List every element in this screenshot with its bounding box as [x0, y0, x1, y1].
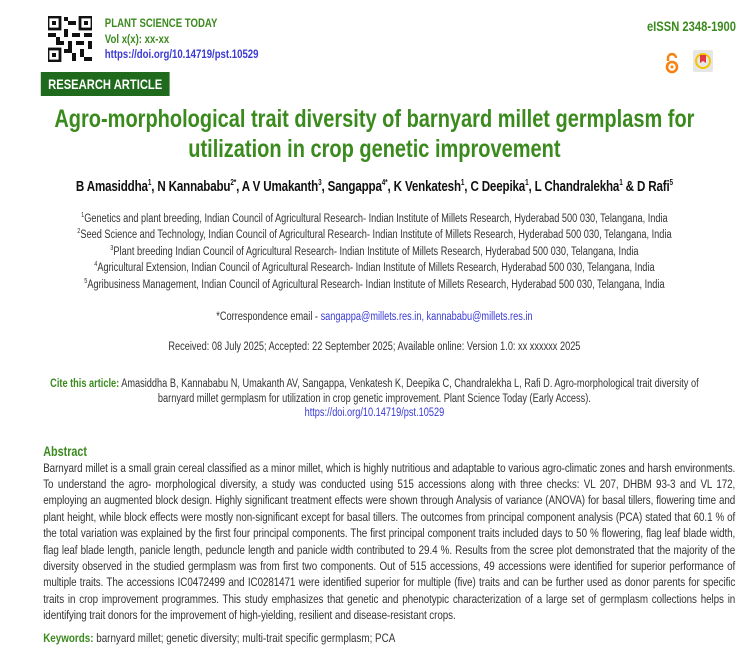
issn: eISSN 2348-1900: [646, 18, 736, 34]
author-affiliation-marker: 1: [525, 178, 529, 188]
affiliation-number: 2: [77, 228, 81, 236]
author-affiliation-marker: 1: [460, 178, 465, 188]
affiliation-number: 3: [110, 244, 114, 252]
correspondence-label: *Correspondence email -: [216, 311, 321, 324]
affiliation: [0, 211, 749, 227]
keywords-label: Keywords:: [43, 630, 94, 645]
author-affiliation-marker: 3: [318, 178, 322, 188]
author: D Rafi: [636, 179, 670, 195]
affiliation: [0, 277, 749, 293]
keywords-text: barnyard millet; genetic diversity; multi-trait specific germplasm; PCA: [93, 630, 396, 645]
affiliation-text: Agribusiness Management, Indian Council of Agricultural Research- Indian Institute of Millets Research, Hyderabad 500 030, Telangana, India: [87, 278, 665, 291]
author-affiliation-marker: 1: [619, 178, 623, 188]
affiliation: [0, 227, 749, 243]
author: A V Umakanth: [241, 179, 319, 195]
doi-link[interactable]: https://doi.org/10.14719/pst.10529: [104, 47, 259, 61]
author: N Kannababu: [157, 179, 231, 195]
cite-doi-link[interactable]: https://doi.org/10.14719/pst.10529: [304, 407, 445, 420]
authors: B Amasiddha$^1$, N Kannababu$^{2*}$, A V Umakanth$^3$, Sangappa$^{4*}$, K Venkatesh$^1$, C Deepika$^1$, L Chandralekha$^1$ & D Rafi$^5$: [75, 178, 673, 195]
journal-name: PLANT SCIENCE TODAY: [104, 16, 218, 30]
author: L Chandralekha: [534, 179, 620, 195]
article-type-badge: RESEARCH ARTICLE: [41, 72, 170, 96]
correspondence: [0, 309, 749, 325]
affiliation: [0, 260, 749, 276]
affiliation-number: 5: [84, 277, 88, 285]
affiliation: [0, 244, 749, 260]
author-affiliation-marker: 1: [147, 178, 152, 188]
keywords: [43, 630, 749, 646]
affiliation-text: Agricultural Extension, Indian Council of Agricultural Research- Indian Institute of Millets Research, Hyderabad 500 030, Telangana, India: [97, 262, 655, 275]
author: C Deepika: [470, 179, 526, 195]
cite-text: Amasiddha B, Kannababu N, Umakanth AV, Sangappa, Venkatesh K, Deepika C, Chandralekha L, Rafi D. Agro-morphological trait diversity of barnyard millet germplasm for utilization in crop genetic improvement. Plant Science Today (Early Access).: [119, 378, 699, 405]
affiliation-text: Seed Science and Technology, Indian Council of Agricultural Research- Indian Institute of Millets Research, Hyderabad 500 030, Telangana, India: [80, 229, 672, 242]
author: K Venkatesh: [393, 179, 461, 195]
affiliation-text: Genetics and plant breeding, Indian Council of Agricultural Research- Indian Institute of Millets Research, Hyderabad 500 030, Telangana, India: [84, 213, 668, 225]
paper-title: Agro-morphological trait diversity of barnyard millet germplasm for utilization in crop genetic improvement: [54, 105, 695, 163]
affiliation-number: 1: [81, 212, 85, 220]
affiliation-text: Plant breeding Indian Council of Agricultural Research- Indian Institute of Millets Research, Hyderabad 500 030, Telangana, India: [113, 245, 639, 258]
abstract-heading: Abstract: [43, 443, 88, 459]
author-affiliation-marker: 5: [669, 178, 673, 188]
correspondence-emails[interactable]: sangappa@millets.res.in, kannababu@millets.res.in: [320, 311, 533, 324]
author: B Amasiddha: [75, 179, 148, 195]
author-affiliation-marker: 4*: [381, 178, 388, 188]
author-affiliation-marker: 2*: [230, 178, 237, 188]
cite-label: Cite this article:: [50, 378, 120, 391]
abstract-text: Barnyard millet is a small grain cereal classified as a minor millet, which is highly nutritious and adaptable to various agro-climatic zones and harsh environments. To understand the agro- morphological diversity, a study was conducted using 515 accessions along with three checks: VL 207, DHBM 93-3 and VL 172, employing an augmented block design. Highly significant treatment effects were shown through Analysis of variance (ANOVA) for basal tillers, flowering time and plant height, while block effects were mostly non-significant except for basal tillers. The outcomes from principal component analysis (PCA) stated that 60.1 % of the total variation was explained by the first four principal components. The first principal component traits included days to 50 % flowering, flag leaf blade width, flag leaf blade length, panicle length, peduncle length and panicle width contributed to 29.4 %. Results from the scree plot demonstrated that the majority of the diversity observed in the studied germplasm was from first two components. Out of 515 accessions, 49 accessions were identified for superior performance of multiple traits. The accessions IC0472499 and IC0281471 were identified superior for multiple (five) traits and can be further used as donor parents for specific traits in crop improvement programmes. This study emphasizes that genetic and phenotypic characterization of a large set of germplasm collections helps in identifying trait donors for the improvement of high-yielding, resilient and disease-resistant crops.: [43, 460, 736, 623]
affiliations: [0, 211, 749, 293]
volume: Vol x(x): xx-xx: [104, 31, 170, 46]
dates: Received: 08 July 2025; Accepted: 22 September 2025; Available online: Version 1.0: xx xxxxxx 2025: [168, 341, 581, 354]
author: Sangappa: [327, 179, 382, 195]
affiliation-number: 4: [94, 261, 98, 269]
citation: [48, 377, 701, 421]
